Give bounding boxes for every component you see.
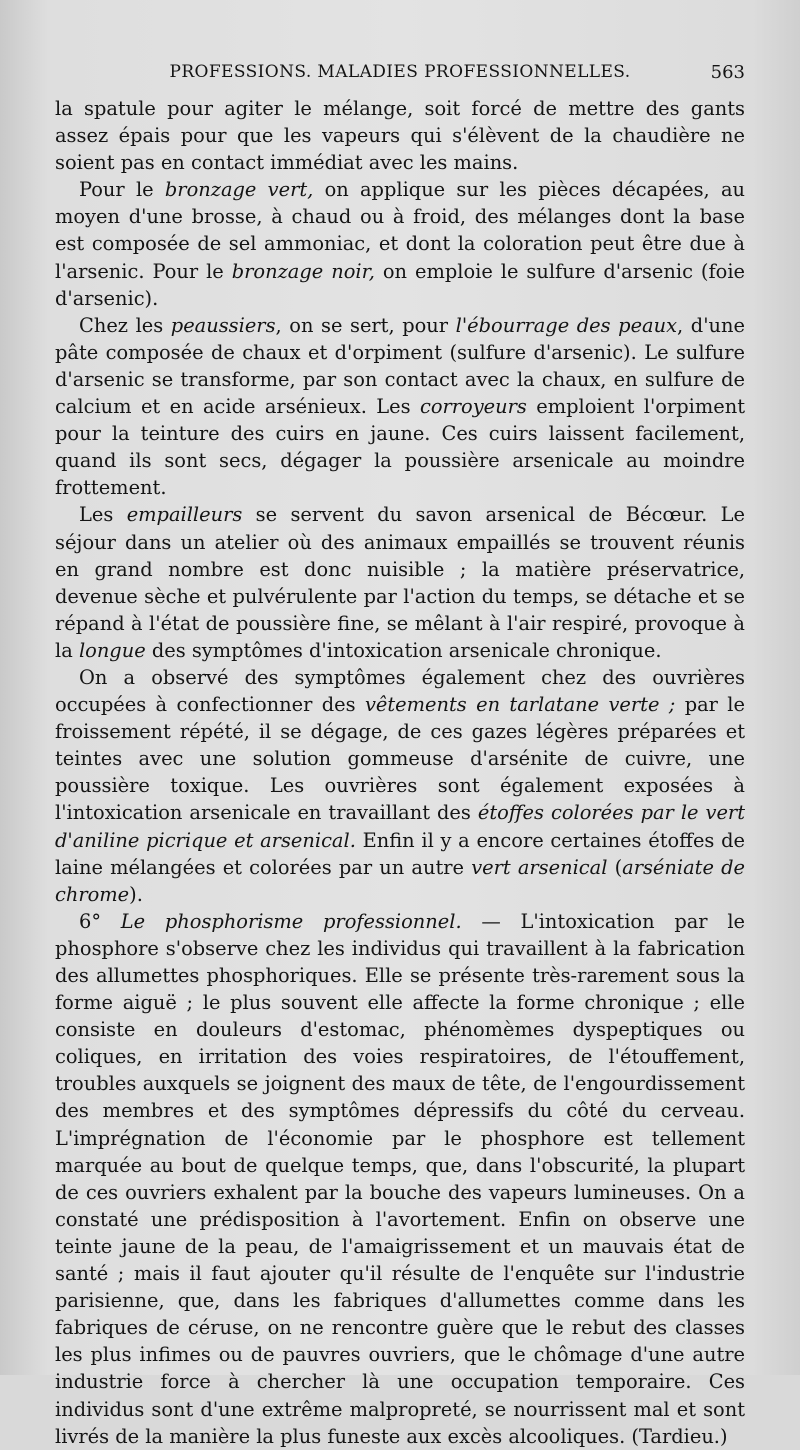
paragraph-bronzage xyxy=(55,176,745,311)
italic-term: vêtements en tarlatane verte ; xyxy=(364,693,676,717)
italic-term: étoffes colorées par le vert d'aniline picrique et arsenical. xyxy=(55,801,745,852)
text-run: emploient l'orpiment pour la teinture des cuirs en jaune. Ces cuirs laissent facilement, quand ils sont secs, dégager la poussière arsenicale au moindre frottement. xyxy=(55,395,745,500)
text-run: ). xyxy=(129,882,143,906)
text-run: par le froissement répété, il se dégage, de ces gazes légères préparées et teintes avec une solution gommeuse d'arsénite de cuivre, une poussière toxique. Les ouvrières sont également exposées à l'intoxication arsenicale en travaillant des xyxy=(55,693,745,825)
text-run: on applique sur les pièces décapées, au moyen d'une brosse, à chaud ou à froid, des mélanges dont la base est composée de sel ammoniac, et dont la coloration peut être due à l'arsenic. Pour le xyxy=(55,178,745,283)
italic-term: bronzage noir, xyxy=(231,259,375,283)
text-run: des symptômes d'intoxication arsenicale chronique. xyxy=(145,638,662,662)
text-run: Pour le xyxy=(79,178,165,202)
italic-term: Le phosphorisme professionnel. xyxy=(120,909,462,933)
paragraph-continuation xyxy=(55,95,745,176)
paragraph-peaussiers xyxy=(55,312,745,502)
text-run: , d'une pâte composée de chaux et d'orpiment (sulfure d'arsenic). Le sulfure d'arsenic se transforme, par son contact avec la chaux, en sulfure de calcium et en acide arsénieux. Les xyxy=(55,313,745,419)
italic-term: longue xyxy=(78,638,146,662)
italic-term: empailleurs xyxy=(126,503,243,527)
text-run: on emploie le sulfure d'arsenic (foie d'arsenic). xyxy=(55,259,745,310)
text-run: 6° xyxy=(79,909,121,933)
text-run: la spatule pour agiter le mélange, soit forcé de mettre des gants assez épais pour que les vapeurs qui s'élèvent de la chaudière ne soient pas en contact immédiat avec les mains. xyxy=(55,97,745,175)
running-title: PROFESSIONS. MALADIES PROFESSIONNELLES. xyxy=(169,62,631,82)
italic-term: arséniate de chrome xyxy=(55,855,745,906)
page-header xyxy=(55,60,745,88)
italic-term: l'ébourrage des peaux xyxy=(455,313,678,337)
italic-term: vert arsenical xyxy=(471,855,608,879)
page-number: 563 xyxy=(710,62,745,83)
text-run: — L'intoxication par le phosphore s'observe chez les individus qui travaillent à la fabrication des allumettes phosphoriques. Elle se présente très-rarement sous la forme aiguë ; le plus souvent elle affecte la forme chronique ; elle consiste en douleurs d'estomac, phénomèmes dyspeptiques ou coliques, en irritation des voies respiratoires, de l'étouffement, troubles auxquels se joignent des maux de tête, de l'engourdissement des membres et des symptômes dépressifs du côté du cerveau. L'imprégnation de l'économie par le phosphore est tellement marquée au bout de quelque temps, que, dans l'obscurité, la plupart de ces ouvriers exhalent par la bouche des vapeurs lumineuses. On a constaté une prédisposition à l'avortement. Enfin on observe une teinte jaune de la peau, de l'amaigrissement et un mauvais état de santé ; mais il faut ajouter qu'il résulte de l'enquête sur l'industrie parisienne, que, dans les fabriques d'allumettes comme dans les fabriques de céruse, on ne rencontre guère que le rebut des classes les plus infimes ou de pauvres ouvriers, que le chômage d'une autre industrie force à chercher là une occupation temporaire. Ces individus sont d'une extrême malpropreté, se nourrissent mal et sont livrés de la manière la plus funeste aux excès alcooliques. (Tardieu.) xyxy=(55,909,745,1448)
paragraph-empailleurs xyxy=(55,501,745,664)
italic-term: corroyeurs xyxy=(419,395,527,419)
italic-term: bronzage vert, xyxy=(164,178,314,202)
text-run: Chez les xyxy=(79,313,171,337)
paragraph-phosphorisme xyxy=(55,908,745,1450)
text-run: , on se sert, pour xyxy=(275,313,456,337)
paragraph-ouvrieres xyxy=(55,664,745,908)
body-text xyxy=(55,95,745,1450)
text-run: On a observé des symptômes également chez des ouvrières occupées à confectionner des xyxy=(55,665,745,717)
text-run: Les xyxy=(79,503,127,527)
text-run: ( xyxy=(607,855,623,879)
text-run: se servent du savon arsenical de Bécœur. Le séjour dans un atelier où des animaux empaillés se trouvent réunis en grand nombre est donc nuisible ; la matière préservatrice, devenue sèche et pulvérulente par l'action du temps, se détache et se répand à l'état de poussière fine, se mêlant à l'air respiré, provoque à la xyxy=(55,503,746,662)
italic-term: peaussiers xyxy=(170,313,276,337)
text-run: Enfin il y a encore certaines étoffes de laine mélangées et colorées par un autre xyxy=(55,828,745,879)
